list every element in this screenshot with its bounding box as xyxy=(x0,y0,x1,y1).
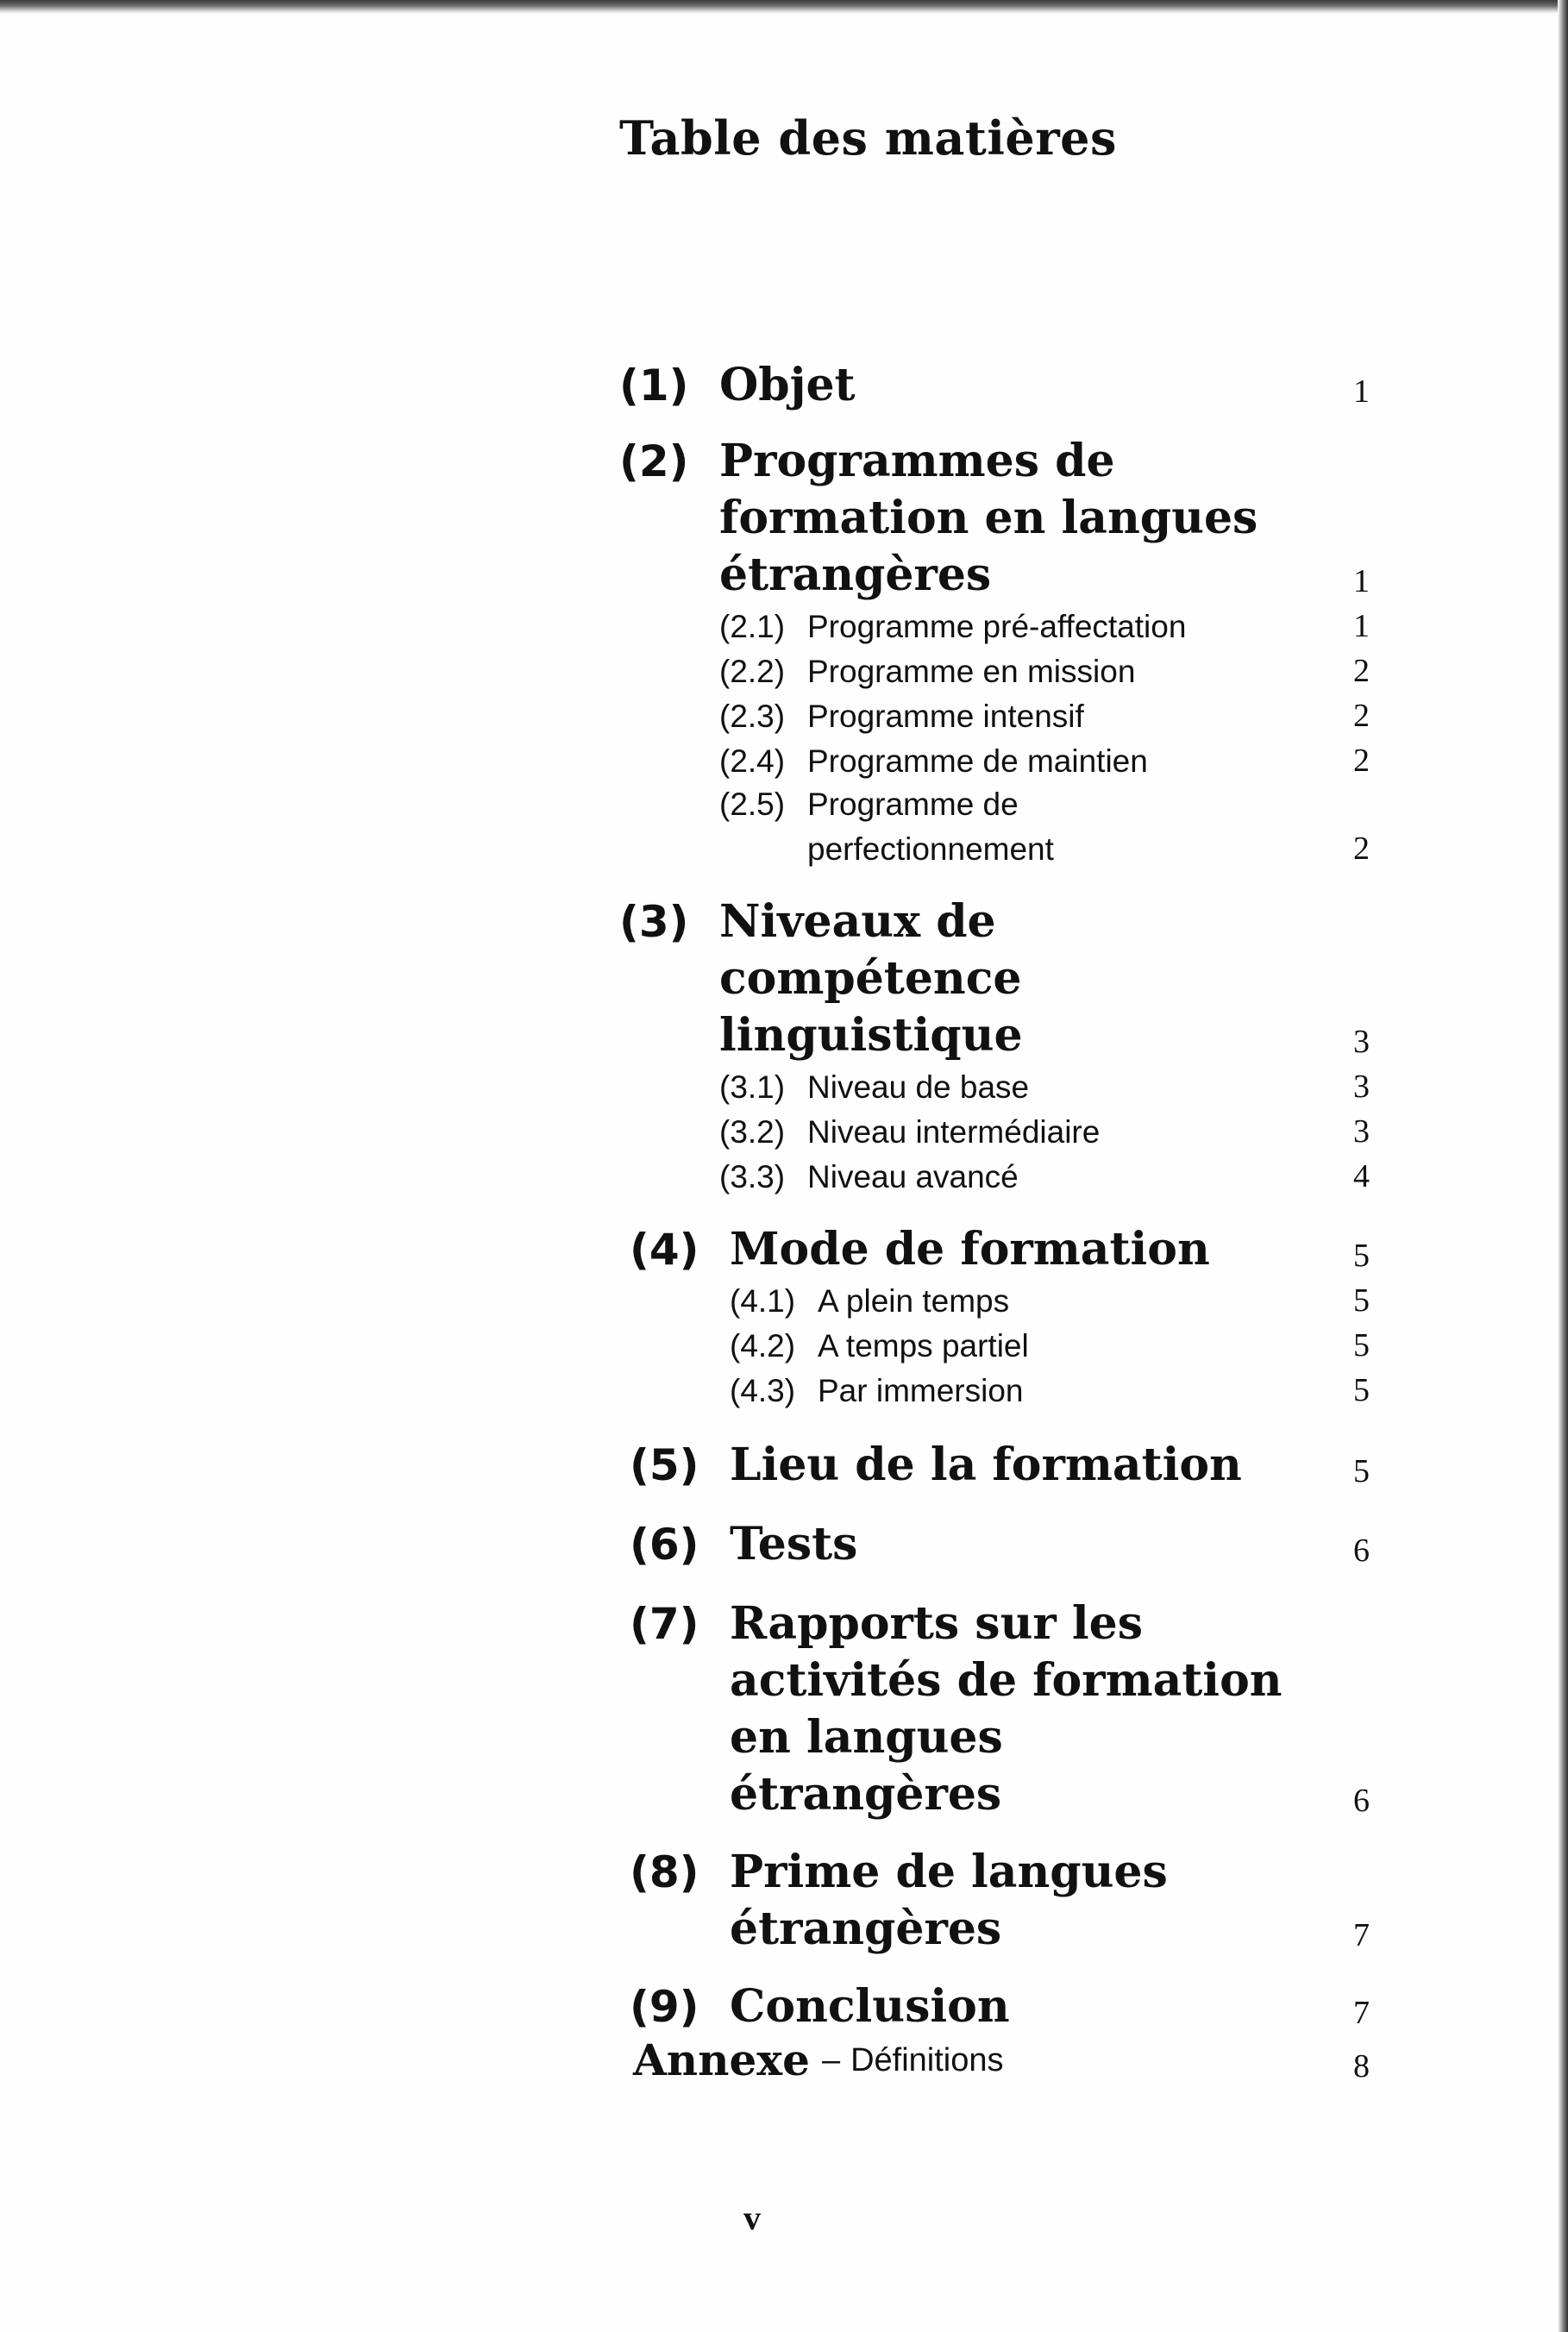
toc-subentry-label: A plein temps xyxy=(818,1283,1010,1319)
toc-entry xyxy=(630,1766,1370,1823)
toc-subentry-number: (3.1) xyxy=(719,1069,786,1105)
annexe-heading: Annexe xyxy=(633,2034,810,2085)
toc-page-number: 7 xyxy=(1353,1995,1370,2031)
toc-subentry-page-number: 5 xyxy=(1353,1372,1370,1408)
toc-subentry xyxy=(630,1368,1370,1413)
toc-subentry xyxy=(619,1109,1370,1154)
toc-entry xyxy=(630,1978,1370,2035)
toc-entry-label: Lieu de la formation xyxy=(730,1439,1242,1491)
toc-subentry-page-number: 4 xyxy=(1353,1158,1370,1194)
toc-entry xyxy=(619,357,1370,414)
toc-subentry xyxy=(619,1154,1370,1199)
toc-entry-number: (4) xyxy=(630,1225,699,1275)
toc-subentry-label: Programme pré-affectation xyxy=(807,609,1187,644)
toc-entry-label: Objet xyxy=(719,359,856,411)
toc-entry xyxy=(619,547,1370,604)
toc-subentry-label: Programme en mission xyxy=(807,654,1136,689)
toc-entry xyxy=(619,490,1370,547)
toc-subentry-page-number: 3 xyxy=(1353,1113,1370,1150)
toc-annexe-entry xyxy=(633,2032,1370,2089)
toc-subentry-page-number: 5 xyxy=(1353,1327,1370,1363)
toc-entry-label: Niveaux de xyxy=(719,895,996,948)
table-of-contents xyxy=(619,336,1370,2035)
toc-subentry xyxy=(619,693,1370,738)
toc-entry xyxy=(619,950,1370,1007)
toc-subentry-label: Niveau avancé xyxy=(807,1159,1019,1194)
toc-entry-number: (3) xyxy=(619,897,689,947)
toc-entry-number: (6) xyxy=(630,1520,699,1570)
toc-section xyxy=(619,1978,1370,2035)
toc-subentry-label: Par immersion xyxy=(818,1373,1024,1408)
toc-entry xyxy=(630,1595,1370,1652)
toc-subentry xyxy=(619,1064,1370,1109)
toc-subentry-page-number: 5 xyxy=(1353,1282,1370,1319)
annexe-dash: – xyxy=(821,2042,841,2078)
scan-edge-right xyxy=(1558,0,1568,2332)
toc-subentry-label: Programme de xyxy=(807,787,1019,822)
toc-entry xyxy=(630,1709,1370,1766)
toc-entry xyxy=(619,1007,1370,1064)
toc-subentry-number: (4.1) xyxy=(730,1283,796,1319)
toc-section xyxy=(619,433,1370,871)
toc-entry xyxy=(630,1652,1370,1709)
toc-subentry-page-number: 1 xyxy=(1353,608,1370,644)
toc-subentry-number: (2.3) xyxy=(719,699,786,734)
toc-subentry-label: Programme intensif xyxy=(807,699,1084,734)
toc-page-number: 5 xyxy=(1353,1453,1370,1489)
toc-entry xyxy=(630,1437,1370,1494)
toc-section xyxy=(619,1221,1370,1413)
toc-entry-label: étrangères xyxy=(719,549,992,601)
toc-entry-label: Mode de formation xyxy=(730,1223,1210,1276)
toc-section xyxy=(619,893,1370,1199)
toc-subentry-label: perfectionnement xyxy=(807,831,1054,867)
toc-entry-label: Tests xyxy=(730,1518,858,1570)
annexe-label: Définitions xyxy=(850,2042,1004,2078)
toc-entry xyxy=(630,1901,1370,1958)
toc-entry-label: linguistique xyxy=(719,1009,1023,1062)
toc-section xyxy=(619,1437,1370,1494)
toc-subentry-number: (3.3) xyxy=(719,1159,786,1194)
toc-subentry-number: (2.5) xyxy=(719,787,786,822)
toc-entry xyxy=(619,433,1370,490)
toc-subentry-label: Niveau de base xyxy=(807,1069,1030,1105)
toc-subentry-page-number: 3 xyxy=(1353,1069,1370,1105)
toc-subentry xyxy=(619,604,1370,649)
toc-subentry-number: (2.2) xyxy=(719,654,786,689)
toc-page-number: 5 xyxy=(1353,1238,1370,1274)
toc-subentry xyxy=(619,783,1370,826)
toc-section xyxy=(619,357,1370,414)
toc-entry-label: étrangères xyxy=(730,1903,1002,1955)
toc-subentry-page-number: 2 xyxy=(1353,653,1370,689)
toc-page-number: 7 xyxy=(1353,1917,1370,1953)
toc-subentry-page-number: 2 xyxy=(1353,698,1370,734)
toc-subentry-label: A temps partiel xyxy=(818,1328,1029,1363)
toc-entry-label: Programmes de xyxy=(719,435,1115,487)
toc-entry-number: (7) xyxy=(630,1599,699,1649)
toc-subentry xyxy=(630,1323,1370,1368)
toc-entry-number: (9) xyxy=(630,1982,699,2032)
toc-subentry xyxy=(619,649,1370,693)
toc-entry-label: Prime de langues xyxy=(730,1846,1168,1898)
page-title: Table des matières xyxy=(619,110,1117,166)
toc-page-number: 3 xyxy=(1353,1024,1370,1060)
toc-subentry-label: Programme de maintien xyxy=(807,743,1148,779)
toc-page-number: 6 xyxy=(1353,1533,1370,1569)
toc-subentry-label: Niveau intermédiaire xyxy=(807,1114,1101,1150)
toc-entry xyxy=(630,1844,1370,1901)
toc-subentry-number: (4.2) xyxy=(730,1328,796,1363)
toc-entry-label: étrangères xyxy=(730,1768,1002,1821)
toc-entry-label: activités de formation xyxy=(730,1654,1283,1707)
toc-subentry xyxy=(619,826,1370,871)
toc-page-number: 1 xyxy=(1353,563,1370,599)
toc-entry-label: compétence xyxy=(719,952,1022,1005)
toc-subentry xyxy=(630,1278,1370,1323)
toc-page-number: 1 xyxy=(1353,373,1370,410)
toc-entry-label: Conclusion xyxy=(730,1980,1010,2033)
toc-subentry-number: (3.2) xyxy=(719,1114,786,1150)
toc-section xyxy=(619,1516,1370,1573)
toc-section xyxy=(619,1844,1370,1958)
toc-subentry-number: (4.3) xyxy=(730,1373,796,1408)
toc-entry-number: (5) xyxy=(630,1440,699,1490)
toc-subentry xyxy=(619,738,1370,783)
toc-entry-number: (2) xyxy=(619,436,689,486)
scan-edge-top xyxy=(0,0,1568,14)
toc-entry-number: (8) xyxy=(630,1847,699,1897)
annexe-page-number: 8 xyxy=(1353,2048,1370,2084)
toc-entry-label: formation en langues xyxy=(719,492,1258,544)
toc-entry xyxy=(630,1516,1370,1573)
toc-entry-label: Rapports sur les xyxy=(730,1597,1143,1650)
toc-entry-label: en langues xyxy=(730,1711,1003,1764)
toc-section xyxy=(619,1595,1370,1823)
toc-page-number: 6 xyxy=(1353,1783,1370,1819)
toc-subentry-number: (2.1) xyxy=(719,609,786,644)
page-folio: v xyxy=(743,2198,761,2237)
toc-entry-number: (1) xyxy=(619,360,689,411)
toc-subentry-number: (2.4) xyxy=(719,743,786,779)
toc-entry xyxy=(630,1221,1370,1278)
toc-subentry-page-number: 2 xyxy=(1353,831,1370,867)
toc-entry xyxy=(619,893,1370,950)
toc-subentry-page-number: 2 xyxy=(1353,743,1370,779)
